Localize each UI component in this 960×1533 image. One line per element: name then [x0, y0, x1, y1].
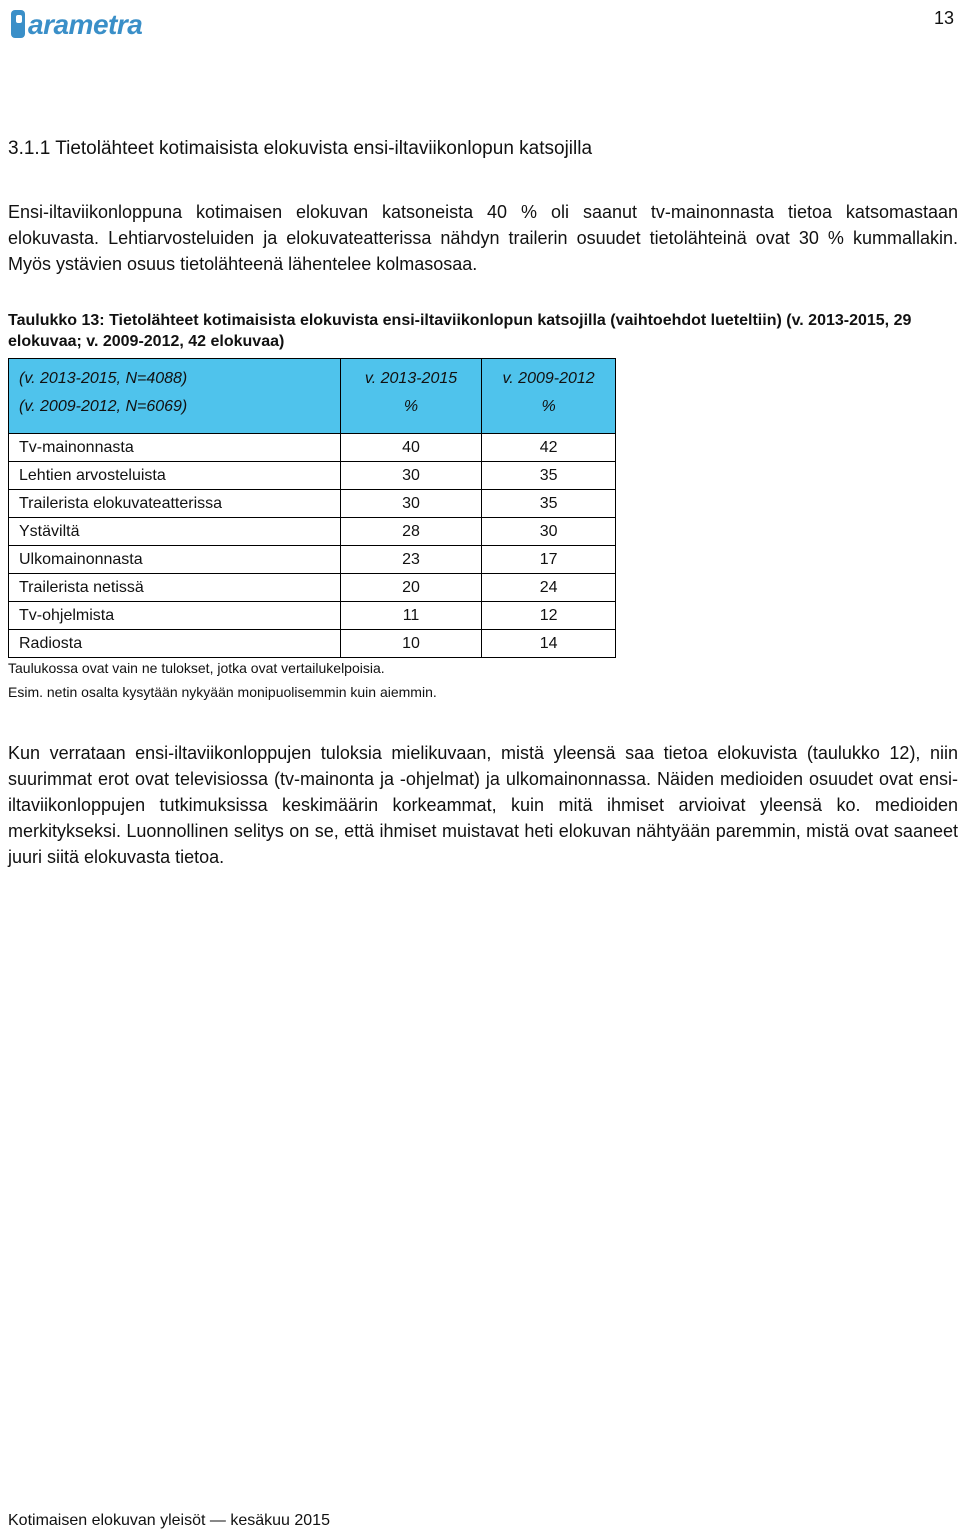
- header-2009-2012: [482, 359, 616, 434]
- header-sample-2009-2012: (v. 2009-2012, N=6069): [19, 398, 188, 415]
- value-2009-2012: 35: [482, 462, 616, 490]
- header-sample-sizes: [9, 359, 341, 434]
- header-2013-2015-label: v. 2013-2015: [364, 370, 458, 387]
- row-label: Trailerista elokuvateatterissa: [9, 490, 341, 518]
- table-caption: Taulukko 13: Tietolähteet kotimaisista elokuvista ensi-iltaviikonlopun katsojilla (vaihtoehdot lueteltiin) (v. 2013-2015, 29 elokuvaa; v. 2009-2012, 42 elokuvaa): [8, 312, 912, 350]
- svg-text:arametra: arametra: [28, 9, 143, 40]
- information-sources-table: [8, 358, 616, 658]
- row-label: Tv-ohjelmista: [9, 602, 341, 630]
- value-2009-2012: 12: [482, 602, 616, 630]
- row-label: Trailerista netissä: [9, 574, 341, 602]
- intro-paragraph: Ensi-iltaviikonloppuna kotimaisen elokuvan katsoneista 40 % oli saanut tv-mainonnasta tietoa katsomastaan elokuvasta. Lehtiarvosteluiden ja elokuvateatterissa nähdyn trailerin osuudet tietolähteinä ovat 30 % kummallakin. Myös ystävien osuus tietolähteenä lähentelee kolmasosaa.: [8, 202, 958, 274]
- header-sample-2013-2015: (v. 2013-2015, N=4088): [19, 370, 188, 387]
- table-row: [9, 490, 616, 518]
- table-row: [9, 518, 616, 546]
- value-2013-2015: 30: [340, 490, 481, 518]
- value-2009-2012: 17: [482, 546, 616, 574]
- value-2013-2015: 10: [340, 630, 481, 658]
- table-row: [9, 434, 616, 462]
- table-row: [9, 602, 616, 630]
- value-2013-2015: 20: [340, 574, 481, 602]
- value-2009-2012: 30: [482, 518, 616, 546]
- page-footer: Kotimaisen elokuvan yleisöt — kesäkuu 2015: [8, 1512, 330, 1529]
- row-label: Lehtien arvosteluista: [9, 462, 341, 490]
- section-heading: 3.1.1 Tietolähteet kotimaisista elokuvista ensi-iltaviikonlopun katsojilla: [8, 138, 593, 159]
- value-2009-2012: 42: [482, 434, 616, 462]
- table-row: [9, 546, 616, 574]
- value-2013-2015: 40: [340, 434, 481, 462]
- table-note-comparability: Taulukossa ovat vain ne tulokset, jotka ovat vertailukelpoisia.: [8, 660, 385, 676]
- row-label: Ulkomainonnasta: [9, 546, 341, 574]
- header-2013-2015-unit: %: [403, 398, 419, 415]
- header-2009-2012-unit: %: [541, 398, 556, 415]
- table-row: [9, 462, 616, 490]
- header-2009-2012-label: v. 2009-2012: [502, 370, 595, 387]
- row-label: Tv-mainonnasta: [9, 434, 341, 462]
- value-2013-2015: 23: [340, 546, 481, 574]
- table-note-example: Esim. netin osalta kysytään nykyään monipuolisemmin kuin aiemmin.: [8, 684, 437, 700]
- comparison-paragraph: Kun verrataan ensi-iltaviikonloppujen tuloksia mielikuvaan, mistä yleensä saa tietoa elokuvista (taulukko 12), niin suurimmat erot ovat televisiossa (tv-mainonta ja -ohjelmat) ja ulkomainonnassa. Näiden medioiden osuudet ovat ensi-iltaviikonloppujen tutkimuksissa keskimäärin korkeammat, kuin mitä ihmiset arvioivat yleensä ko. medioiden merkitykseksi. Luonnollinen selitys on se, että ihmiset muistavat heti elokuvan nähtyään paremmin, mistä ovat saaneet juuri siitä elokuvasta tietoa.: [8, 743, 958, 867]
- value-2009-2012: 35: [482, 490, 616, 518]
- table-header-row: [9, 359, 616, 434]
- value-2009-2012: 24: [482, 574, 616, 602]
- table-row: [9, 630, 616, 658]
- header-2013-2015: [340, 359, 481, 434]
- value-2013-2015: 30: [340, 462, 481, 490]
- value-2013-2015: 28: [340, 518, 481, 546]
- row-label: Ystäviltä: [9, 518, 341, 546]
- value-2009-2012: 14: [482, 630, 616, 658]
- page-number: 13: [933, 8, 954, 28]
- parametra-logo: [8, 4, 168, 40]
- row-label: Radiosta: [9, 630, 341, 658]
- value-2013-2015: 11: [340, 602, 481, 630]
- table-row: [9, 574, 616, 602]
